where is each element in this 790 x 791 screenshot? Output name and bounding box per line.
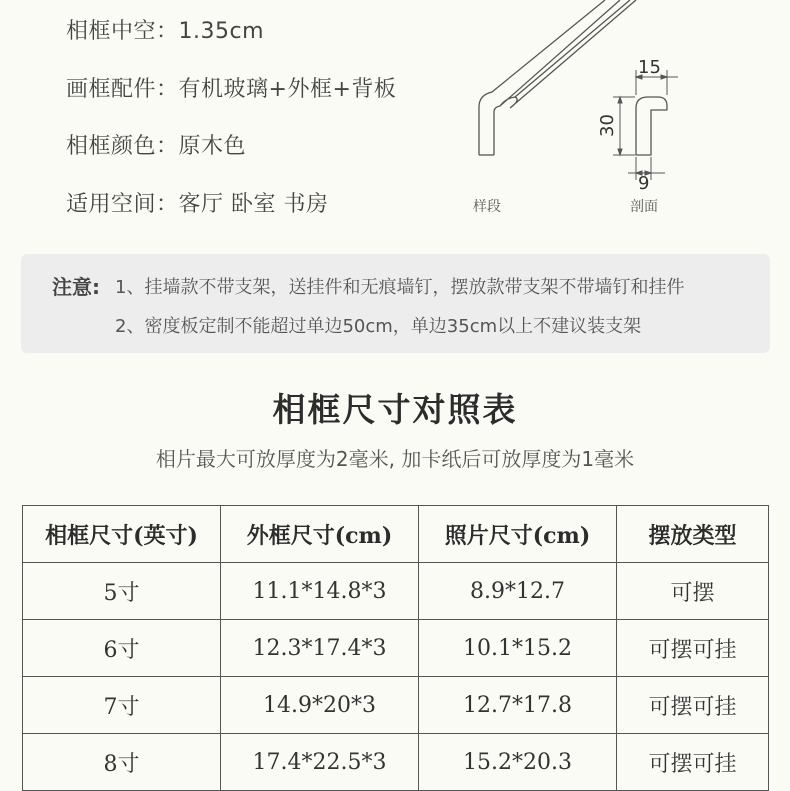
notice-label: 注意: — [52, 275, 100, 299]
section-caption: 剖面 — [630, 199, 658, 215]
table-row — [23, 734, 769, 791]
table-header-row — [23, 506, 769, 563]
table-row — [23, 620, 769, 677]
cell-display-type: 可摆可挂 — [617, 734, 769, 791]
spec-label: 相框中空： — [66, 19, 179, 44]
cell-display-type: 可摆 — [617, 563, 769, 620]
cell-outer-size: 14.9*20*3 — [221, 677, 419, 734]
spec-label: 适用空间： — [66, 192, 179, 217]
header-photo-size: 照片尺寸(cm) — [419, 506, 617, 563]
spec-label: 相框颜色： — [66, 134, 179, 159]
dim-bottom: 9 — [638, 173, 650, 194]
profile-drawing — [460, 0, 790, 225]
header-display-type: 摆放类型 — [617, 506, 769, 563]
spec-value: 有机玻璃+外框+背板 — [178, 77, 397, 102]
spec-label: 画框配件： — [66, 77, 179, 102]
spec-color — [66, 129, 246, 160]
spec-accessories — [66, 72, 396, 103]
cell-frame-size: 8寸 — [23, 734, 221, 791]
spec-space — [66, 187, 329, 218]
notice-box — [21, 254, 770, 353]
table-subtitle: 相片最大可放厚度为2毫米, 加卡纸后可放厚度为1毫米 — [155, 447, 635, 471]
size-table — [22, 505, 769, 791]
dim-side: 30 — [596, 114, 618, 137]
cell-photo-size: 12.7*17.8 — [419, 677, 617, 734]
spec-value: 原木色 — [178, 134, 247, 159]
cell-photo-size: 8.9*12.7 — [419, 563, 617, 620]
header-outer-size: 外框尺寸(cm) — [221, 506, 419, 563]
header-frame-size: 相框尺寸(英寸) — [23, 506, 221, 563]
cell-display-type: 可摆可挂 — [617, 620, 769, 677]
cell-photo-size: 15.2*20.3 — [419, 734, 617, 791]
spec-value: 1.35cm — [178, 19, 265, 44]
cell-frame-size: 7寸 — [23, 677, 221, 734]
spec-value: 客厅 卧室 书房 — [178, 192, 329, 217]
cell-outer-size: 17.4*22.5*3 — [221, 734, 419, 791]
cell-photo-size: 10.1*15.2 — [419, 620, 617, 677]
segment-caption: 样段 — [473, 199, 501, 215]
cell-frame-size: 5寸 — [23, 563, 221, 620]
notice-line-1: 1、挂墙款不带支架，送挂件和无痕墙钉，摆放款带支架不带墙钉和挂件 — [115, 277, 685, 298]
table-title: 相框尺寸对照表 — [272, 390, 518, 429]
frame-profile-diagram — [460, 0, 790, 225]
dim-top: 15 — [638, 57, 661, 78]
table-row — [23, 677, 769, 734]
table-row — [23, 563, 769, 620]
cell-outer-size: 11.1*14.8*3 — [221, 563, 419, 620]
cell-display-type: 可摆可挂 — [617, 677, 769, 734]
spec-hollow — [66, 14, 264, 45]
cell-frame-size: 6寸 — [23, 620, 221, 677]
notice-line-2: 2、密度板定制不能超过单边50cm，单边35cm以上不建议装支架 — [115, 316, 642, 337]
section-outline — [636, 97, 667, 155]
cell-outer-size: 12.3*17.4*3 — [221, 620, 419, 677]
